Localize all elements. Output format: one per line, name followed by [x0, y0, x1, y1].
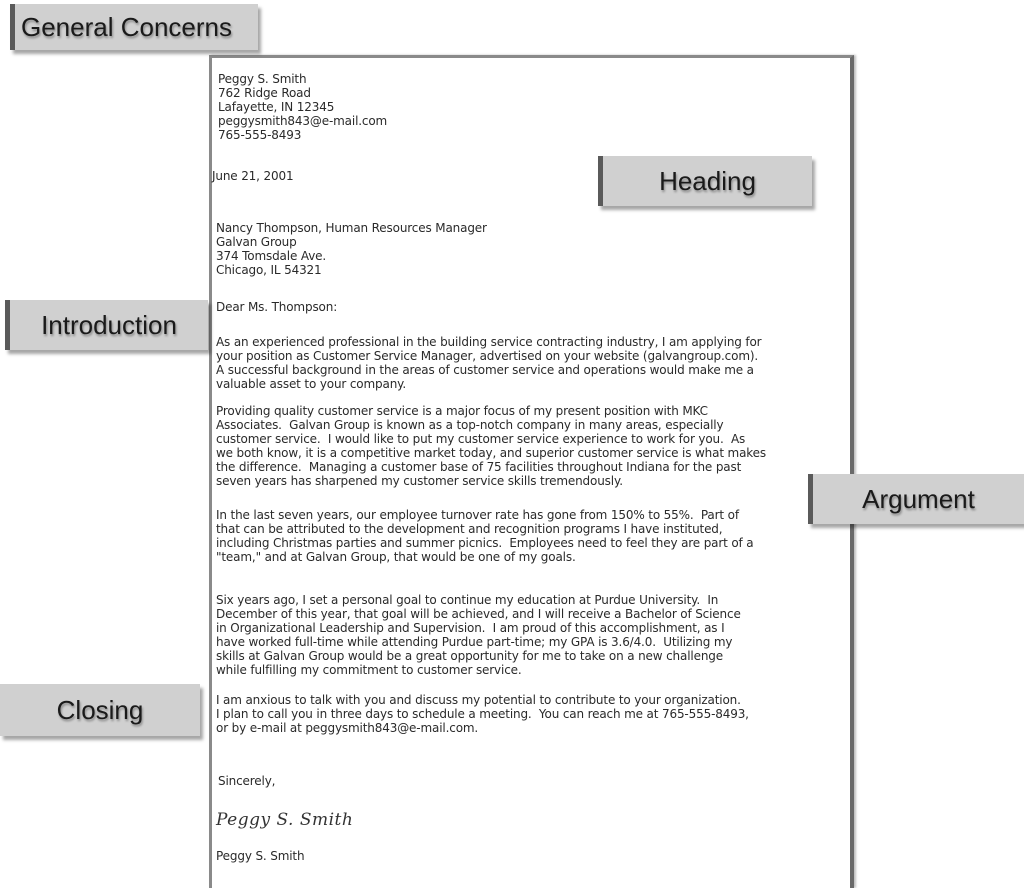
recipient-company: Galvan Group: [216, 235, 297, 249]
letter-date: June 21, 2001: [212, 169, 294, 183]
paragraph-line: In the last seven years, our employee turnover rate has gone from 150% to 55%. Part of: [216, 508, 739, 522]
sender-email: peggysmith843@e-mail.com: [218, 114, 388, 128]
complimentary-close: Sincerely,: [218, 774, 276, 788]
paragraph-line: "team," and at Galvan Group, that would be one of my goals.: [216, 550, 576, 564]
paragraph-line: the difference. Managing a customer base of 75 facilities throughout Indiana for the past: [216, 460, 742, 474]
signature: Peggy S. Smith: [216, 810, 354, 830]
label-general-concerns: General Concerns: [10, 4, 258, 50]
paragraph-line: we both know, it is a competitive market today, and superior customer service is what makes: [216, 446, 766, 460]
sender-street: 762 Ridge Road: [218, 86, 311, 100]
paragraph-line: Providing quality customer service is a major focus of my present position with MKC: [216, 404, 708, 418]
paragraph-line: including Christmas parties and summer picnics. Employees need to feel they are part of a: [216, 536, 754, 550]
paragraph-line: customer service. I would like to put my customer service experience to work for you. As: [216, 432, 746, 446]
sender-name: Peggy S. Smith: [218, 72, 307, 86]
paragraph-line: valuable asset to your company.: [216, 377, 407, 391]
paragraph-line: your position as Customer Service Manager, advertised on your website (galvangroup.com).: [216, 349, 759, 363]
paragraph-line: December of this year, that goal will be achieved, and I will receive a Bachelor of Science: [216, 607, 741, 621]
sender-phone: 765-555-8493: [218, 128, 302, 142]
paragraph-line: A successful background in the areas of customer service and operations would make me a: [216, 363, 754, 377]
salutation: Dear Ms. Thompson:: [216, 300, 338, 314]
label-argument: Argument: [808, 474, 1024, 524]
sender-city: Lafayette, IN 12345: [218, 100, 335, 114]
paragraph-line: Six years ago, I set a personal goal to continue my education at Purdue University. In: [216, 593, 719, 607]
paragraph-line: in Organizational Leadership and Supervision. I am proud of this accomplishment, as I: [216, 621, 725, 635]
paragraph-line: Associates. Galvan Group is known as a top-notch company in many areas, especially: [216, 418, 724, 432]
paragraph-line: seven years has sharpened my customer service skills tremendously.: [216, 474, 623, 488]
label-heading: Heading: [598, 156, 812, 206]
paragraph-line: skills at Galvan Group would be a great opportunity for me to take on a new challenge: [216, 649, 723, 663]
paragraph-line: while fulfilling my commitment to customer service.: [216, 663, 522, 677]
recipient-name-title: Nancy Thompson, Human Resources Manager: [216, 221, 487, 235]
paragraph-line: that can be attributed to the development and recognition programs I have instituted,: [216, 522, 723, 536]
label-introduction: Introduction: [5, 300, 208, 350]
paragraph-line: have worked full-time while attending Purdue part-time; my GPA is 3.6/4.0. Utilizing my: [216, 635, 733, 649]
recipient-city: Chicago, IL 54321: [216, 263, 322, 277]
paragraph-line: or by e-mail at peggysmith843@e-mail.com.: [216, 721, 479, 735]
paragraph-line: I am anxious to talk with you and discuss my potential to contribute to your organization.: [216, 693, 741, 707]
paragraph-line: As an experienced professional in the building service contracting industry, I am applying for: [216, 335, 762, 349]
typed-name: Peggy S. Smith: [216, 849, 305, 863]
label-closing: Closing: [0, 684, 200, 736]
paragraph-line: I plan to call you in three days to schedule a meeting. You can reach me at 765-555-8493,: [216, 707, 749, 721]
recipient-street: 374 Tomsdale Ave.: [216, 249, 327, 263]
